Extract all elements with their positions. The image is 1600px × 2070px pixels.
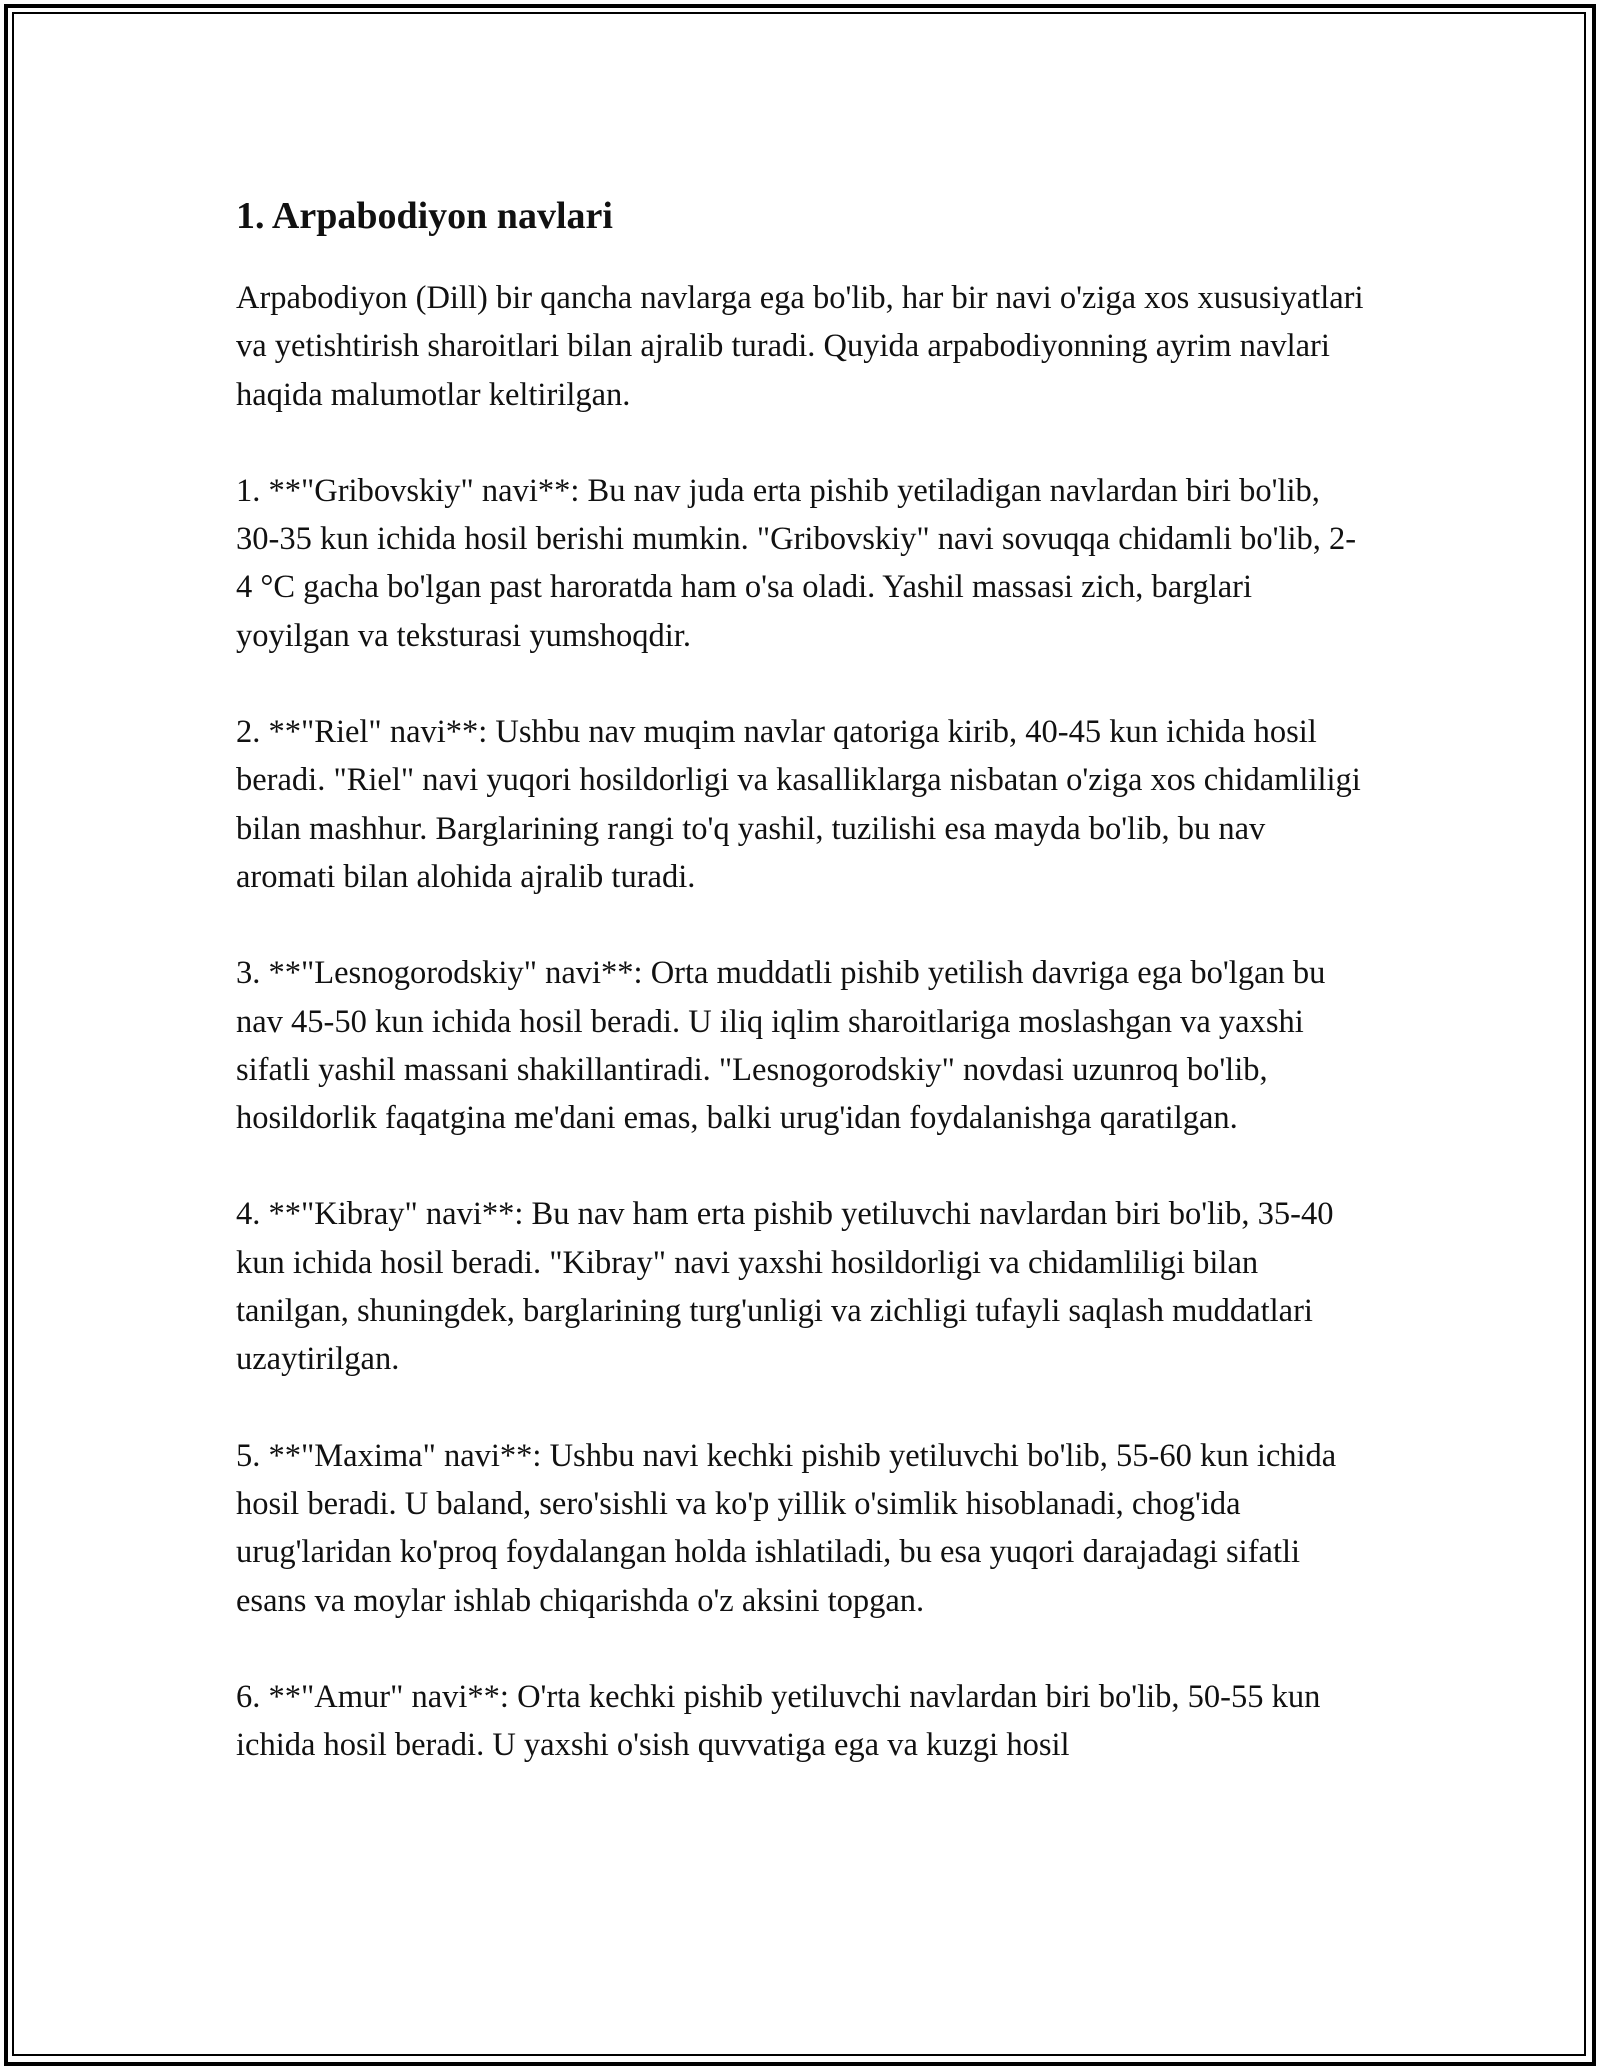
variety-paragraph-riel: 2. **"Riel" navi**: Ushbu nav muqim navlar qatoriga kirib, 40-45 kun ichida hosil beradi. "Riel" navi yuqori hosildorligi va kasalliklarga nisbatan o'ziga xos chidamliligi bilan mashhur. Barglarining rangi to'q yashil, tuzilishi esa mayda bo'lib, bu nav aromati bilan alohida ajralib turadi. xyxy=(236,714,1361,895)
intro-paragraph: Arpabodiyon (Dill) bir qancha navlarga ega bo'lib, har bir navi o'ziga xos xususiyatlari va yetishtirish sharoitlari bilan ajralib turadi. Quyida arpabodiyonning ayrim navlari haqida malumotlar keltirilgan. xyxy=(236,280,1364,413)
variety-paragraph-kibray: 4. **"Kibray" navi**: Bu nav ham erta pishib yetiluvchi navlardan biri bo'lib, 35-40 kun ichida hosil beradi. "Kibray" navi yaxshi hosildorligi va chidamliligi bilan tanilgan, shuningdek, barglarining turg'unligi va zichligi tufayli saqlash muddatlari uzaytirilgan. xyxy=(236,1196,1334,1378)
variety-paragraph-maxima: 5. **"Maxima" navi**: Ushbu navi kechki pishib yetiluvchi bo'lib, 55-60 kun ichida hosil beradi. U baland, sero'sishli va ko'p yillik o'simlik hisoblanadi, chog'ida urug'laridan ko'proq foydalangan holda ishlatiladi, bu esa yuqori darajadagi sifatli esans va moylar ishlab chiqarishda o'z aksini topgan. xyxy=(236,1437,1337,1619)
variety-paragraph-lesnogorodskiy: 3. **"Lesnogorodskiy" navi**: Orta muddatli pishib yetilish davriga ega bo'lgan bu nav 45-50 kun ichida hosil beradi. U iliq iqlim sharoitlariga moslashgan va yaxshi sifatli yashil massani shakillantiradi. "Lesnogorodskiy" novdasi uzunroq bo'lib, hosildorlik faqatgina me'dani emas, balki urug'idan foydalanishga qaratilgan. xyxy=(236,955,1326,1137)
document-body xyxy=(236,186,1366,1769)
variety-paragraph-gribovskiy: 1. **"Gribovskiy" navi**: Bu nav juda erta pishib yetiladigan navlardan biri bo'lib, 30-35 kun ichida hosil berishi mumkin. "Gribovskiy" navi sovuqqa chidamli bo'lib, 2-4 °C gacha bo'lgan past haroratda ham o'sa oladi. Yashil massasi zich, barglari yoyilgan va teksturasi yumshoqdir. xyxy=(236,472,1357,654)
variety-paragraph-amur: 6. **"Amur" navi**: O'rta kechki pishib yetiluvchi navlardan biri bo'lib, 50-55 kun ichida hosil beradi. U yaxshi o'sish quvvatiga ega va kuzgi hosil xyxy=(236,1678,1321,1764)
section-heading: 1. Arpabodiyon navlari xyxy=(236,195,613,237)
